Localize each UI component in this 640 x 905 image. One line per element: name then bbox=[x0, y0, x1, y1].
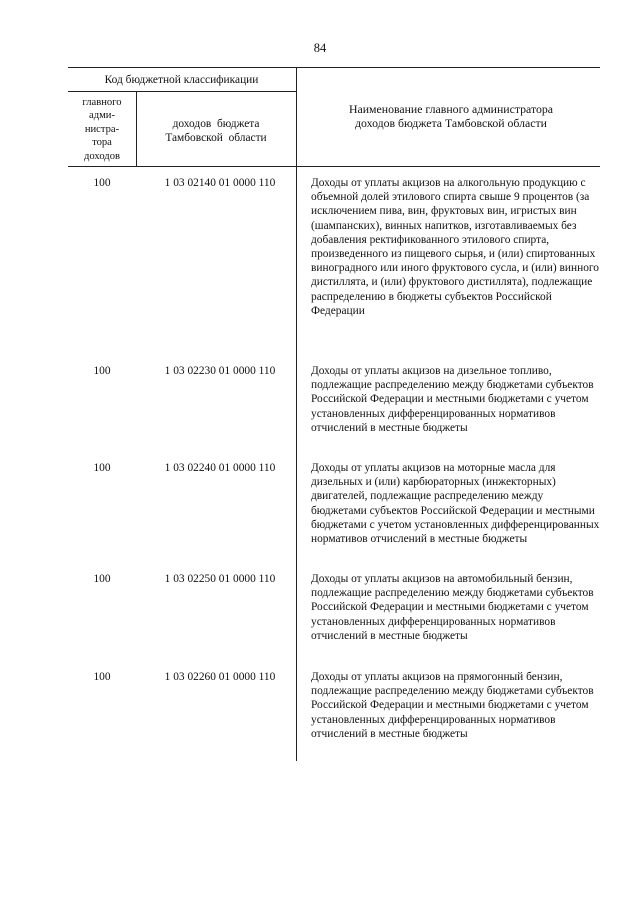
header-column-code: доходов бюджета Тамбовской области bbox=[165, 118, 267, 145]
table-cell-code: 1 03 02140 01 0000 110 bbox=[164, 177, 276, 189]
table-cell-admin: 100 bbox=[93, 177, 111, 189]
header-bottom-border bbox=[68, 166, 600, 167]
table-top-border bbox=[68, 67, 600, 68]
column-divider-2 bbox=[296, 67, 297, 761]
table-cell-code: 1 03 02230 01 0000 110 bbox=[164, 365, 276, 377]
classification-divider bbox=[68, 91, 296, 92]
page-number: 84 bbox=[313, 41, 327, 55]
table-cell-code: 1 03 02250 01 0000 110 bbox=[164, 573, 276, 585]
table-cell-admin: 100 bbox=[93, 365, 111, 377]
table-cell-admin: 100 bbox=[93, 462, 111, 474]
table-cell-admin: 100 bbox=[93, 573, 111, 585]
table-cell-name: Доходы от уплаты акцизов на дизельное топливо, подлежащие распределению между бюджетами субъектов Российской Федерации и местными бюджетами с учетом установленных дифференцированных нормативов отчислений в местные бюджеты bbox=[311, 365, 594, 434]
table-cell-code: 1 03 02260 01 0000 110 bbox=[164, 671, 276, 683]
table-cell-admin: 100 bbox=[93, 671, 111, 683]
table-cell-name: Доходы от уплаты акцизов на алкогольную продукцию с объемной долей этилового спирта свыше 9 процентов (за исключением пива, вин, фруктовых вин, игристых вин (шампанских), винных напитков, изготавливаемых без добавления ректификованного этилового спирта, произведенного из пищевого сырья, и (или) спиртованных виноградного или иного фруктового сусла, и (или) винного дистиллята, и (или) фруктового дистиллята), подлежащие распределению в бюджеты субъектов Российской Федерации bbox=[311, 177, 599, 317]
header-column-name: Наименование главного администратора доходов бюджета Тамбовской области bbox=[348, 102, 554, 131]
header-classification: Код бюджетной классификации bbox=[104, 74, 259, 86]
table-cell-code: 1 03 02240 01 0000 110 bbox=[164, 462, 276, 474]
header-column-admin: главного адми- нистра- тора доходов bbox=[82, 97, 122, 162]
table-cell-name: Доходы от уплаты акцизов на моторные масла для дизельных и (или) карбюраторных (инжекторных) двигателей, подлежащие распределению между бюджетами субъектов Российской Федерации и местными бюджетами с учетом установленных дифференцированных нормативов отчислений в местные бюджеты bbox=[311, 462, 600, 546]
table-cell-name: Доходы от уплаты акцизов на прямогонный бензин, подлежащие распределению между бюджетами субъектов Российской Федерации и местными бюджетами с учетом установленных дифференцированных нормативов отчислений в местные бюджеты bbox=[311, 671, 594, 740]
table-cell-name: Доходы от уплаты акцизов на автомобильный бензин, подлежащие распределению между бюджетами субъектов Российской Федерации и местными бюджетами с учетом установленных дифференцированных нормативов отчислений в местные бюджеты bbox=[311, 573, 594, 642]
